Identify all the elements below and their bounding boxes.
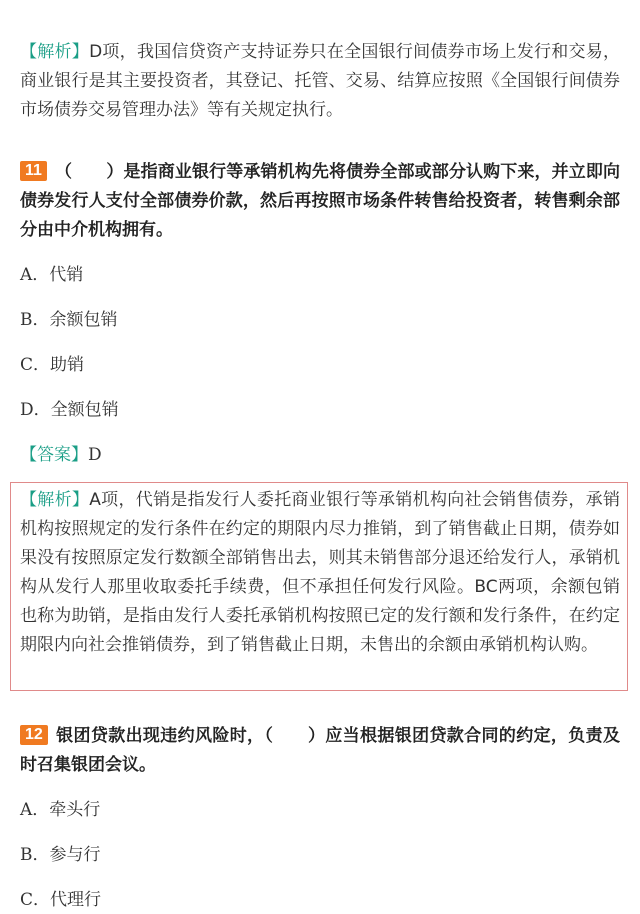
q11-analysis bbox=[20, 486, 620, 660]
question-number-badge: 12 bbox=[20, 725, 48, 745]
question-12-text: 银团贷款出现违约风险时，（ ）应当根据银团贷款合同的约定，负责及时召集银团会议。 bbox=[20, 726, 620, 775]
q11-option-c[interactable]: C．助销 bbox=[20, 355, 85, 375]
q12-option-b[interactable]: B．参与行 bbox=[20, 845, 101, 865]
answer-tag: 【答案】 bbox=[20, 445, 88, 465]
analysis-text: D项，我国信贷资产支持证券只在全国银行间债券市场上发行和交易，商业银行是其主要投资者，其登记、托管、交易、结算应按照《全国银行间债券市场债券交易管理办法》等有关规定执行。 bbox=[20, 42, 621, 120]
q12-option-a[interactable]: A．牵头行 bbox=[20, 800, 101, 820]
q11-option-a[interactable]: A．代销 bbox=[20, 265, 84, 285]
question-number-badge: 11 bbox=[20, 161, 47, 181]
question-12 bbox=[20, 722, 620, 780]
q11-option-d[interactable]: D．全额包销 bbox=[20, 400, 119, 420]
analysis-paragraph-top bbox=[20, 38, 620, 125]
question-11-text: （ ）是指商业银行等承销机构先将债券全部或部分认购下来，并立即向债券发行人支付全部债券价款，然后再按照市场条件转售给投资者，转售剩余部分由中介机构拥有。 bbox=[20, 162, 620, 240]
analysis-tag: 【解析】 bbox=[20, 490, 90, 510]
answer-value: D bbox=[88, 445, 102, 465]
question-11 bbox=[20, 158, 620, 245]
analysis-text: A项，代销是指发行人委托商业银行等承销机构向社会销售债券，承销机构按照规定的发行条件在约定的期限内尽力推销，到了销售截止日期，债券如果没有按照原定发行数额全部销售出去，则其未销售部分退还给发行人，承销机构从发行人那里收取委托手续费，但不承担任何发行风险。BC两项，余额包销也称为助销，是指由发行人委托承销机构按照已定的发行额和发行条件，在约定期限内向社会推销债券，到了销售截止日期，未售出的余额由承销机构认购。 bbox=[20, 490, 620, 655]
analysis-tag: 【解析】 bbox=[20, 42, 90, 62]
q11-answer bbox=[20, 443, 102, 467]
q12-option-c[interactable]: C．代理行 bbox=[20, 890, 102, 910]
q11-option-b[interactable]: B．余额包销 bbox=[20, 310, 118, 330]
